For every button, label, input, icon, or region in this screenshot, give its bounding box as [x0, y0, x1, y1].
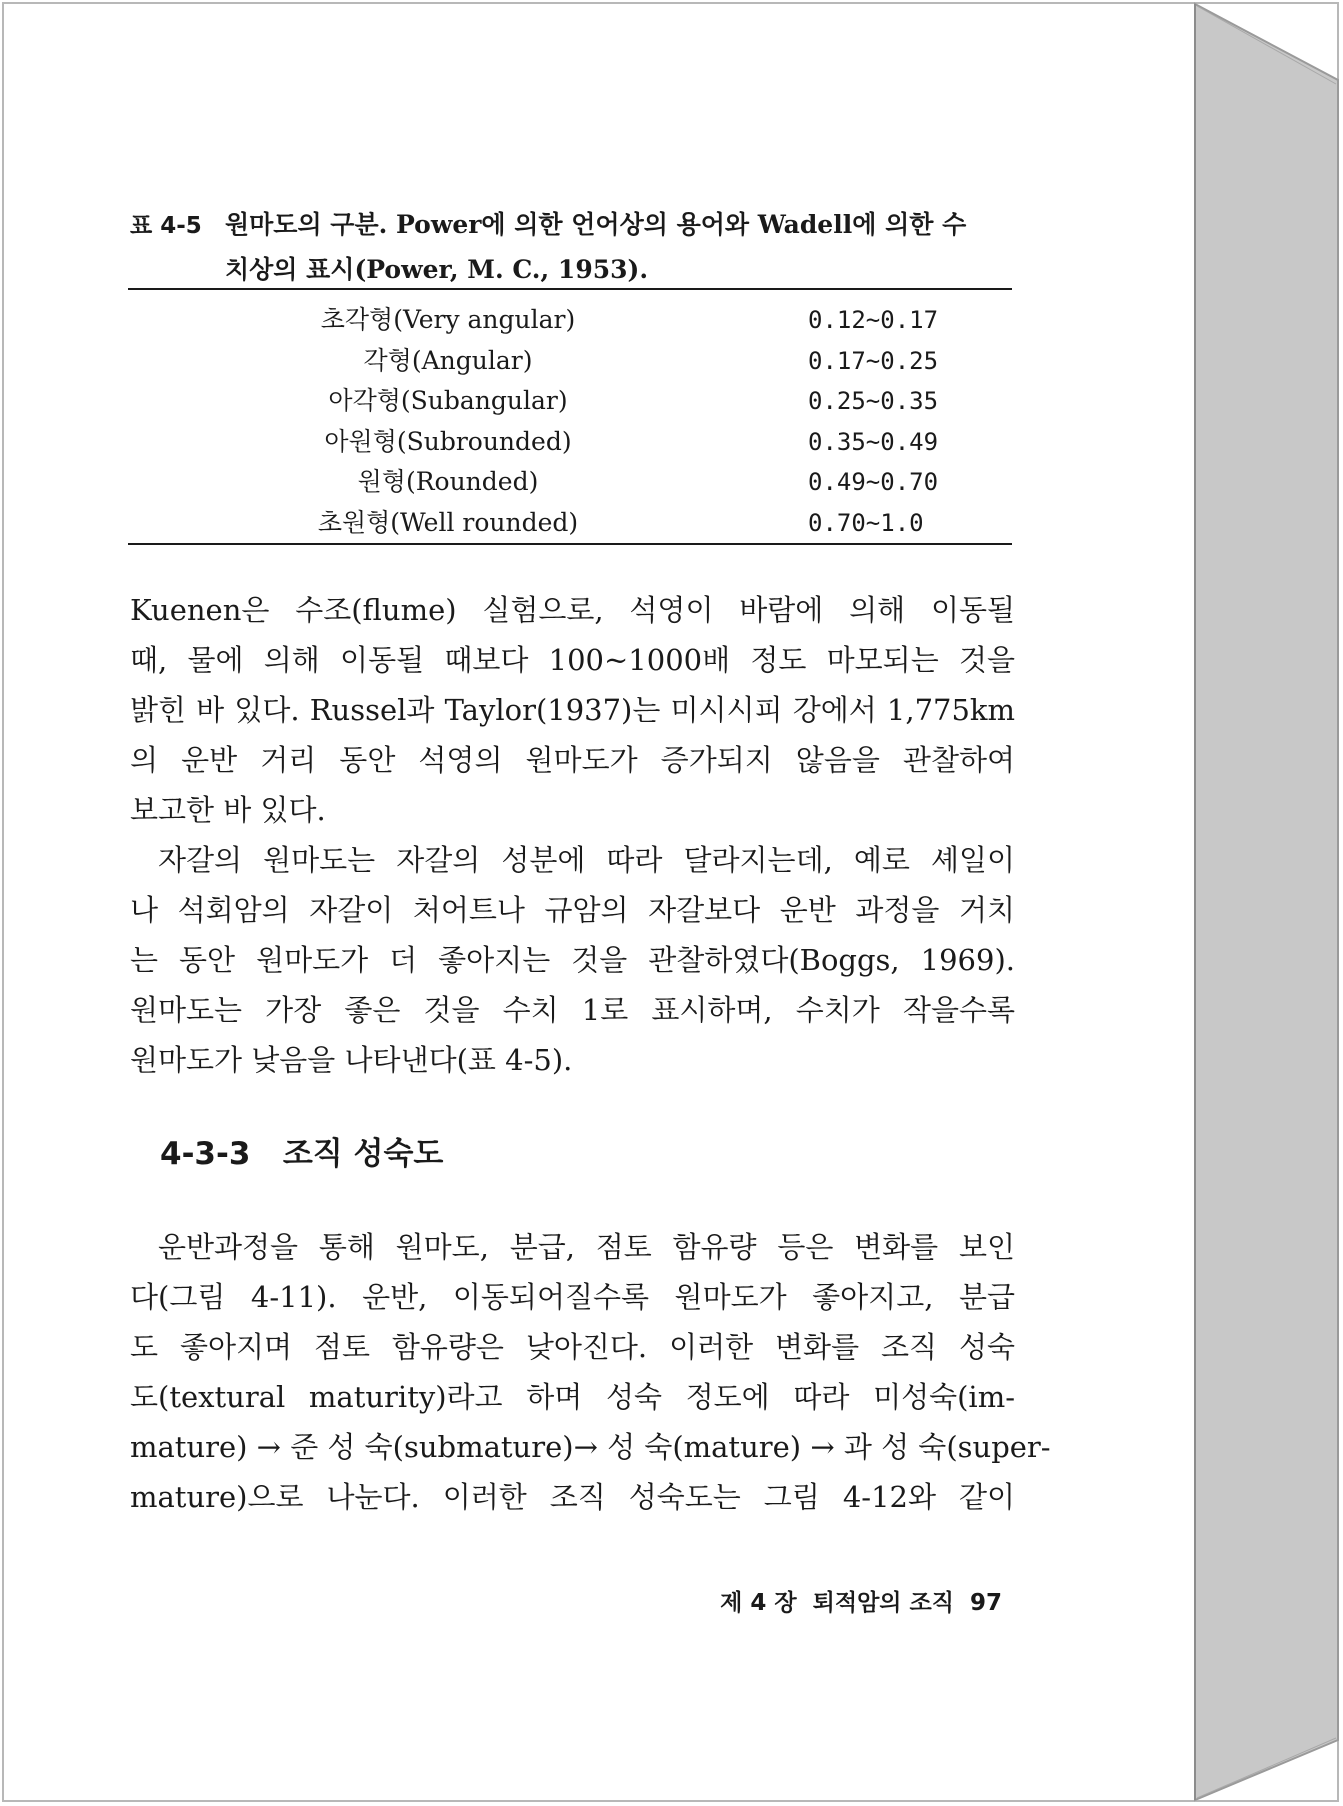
text-line: 밝힌 바 있다. Russel과 Taylor(1937)는 미시시피 강에서 1,775km — [130, 693, 1015, 727]
roundness-range: 0.49~0.70 — [808, 468, 939, 496]
table-bottom-rule — [128, 543, 1012, 545]
text-line: 원마도는 가장 좋은 것을 수치 1로 표시하며, 수치가 작을수록 — [130, 993, 1015, 1027]
table-row — [128, 381, 1012, 422]
roundness-term: 원형(Rounded) — [357, 467, 539, 496]
roundness-term: 초원형(Well rounded) — [317, 507, 579, 537]
table-row — [128, 422, 1012, 463]
text-line: 보고한 바 있다. — [130, 793, 326, 827]
text-line: 나 석회암의 자갈이 처어트나 규암의 자갈보다 운반 과정을 거치 — [130, 893, 1015, 927]
text-line: 원마도가 낮음을 나타낸다(표 4-5). — [130, 1043, 573, 1077]
table-row — [128, 462, 1012, 503]
chapter-label: 제 4 장 — [720, 1590, 797, 1616]
table-caption — [130, 203, 1015, 292]
roundness-table — [128, 300, 1012, 543]
chapter-title: 퇴적암의 조직 — [812, 1590, 954, 1616]
roundness-range: 0.12~0.17 — [808, 306, 939, 334]
text-line: 의 운반 거리 동안 석영의 원마도가 증가되지 않음을 관찰하여 — [130, 743, 1015, 777]
section-number: 4-3-3 — [160, 1136, 251, 1172]
roundness-range: 0.17~0.25 — [808, 346, 939, 375]
paragraph-textural-maturity — [130, 1222, 1051, 1522]
roundness-term: 초각형(Very angular) — [320, 305, 576, 334]
roundness-term: 아원형(Subrounded) — [324, 426, 572, 456]
table-row — [128, 341, 1012, 382]
roundness-range: 0.70~1.0 — [808, 508, 924, 537]
table-top-rule — [128, 288, 1012, 290]
table-row — [128, 503, 1012, 544]
table-caption-line1: 원마도의 구분. Power에 의한 언어상의 용어와 Wadell에 의한 수 — [225, 210, 967, 239]
paragraph-gravel-roundness — [130, 835, 1015, 1085]
table-caption-line2: 치상의 표시(Power, M. C., 1953). — [225, 255, 649, 284]
text-line: Kuenen은 수조(flume) 실험으로, 석영이 바람에 의해 이동될 — [130, 593, 1015, 627]
text-line: 도(textural maturity)라고 하며 성숙 정도에 따라 미성숙(im- — [130, 1380, 1015, 1414]
text-line: 다(그림 4-11). 운반, 이동되어질수록 원마도가 좋아지고, 분급 — [130, 1280, 1015, 1314]
page-number: 97 — [969, 1590, 1002, 1616]
text-line: 도 좋아지며 점토 함유량은 낮아진다. 이러한 변화를 조직 성숙 — [130, 1330, 1015, 1364]
roundness-term: 아각형(Subangular) — [328, 386, 568, 415]
text-line: 는 동안 원마도가 더 좋아지는 것을 관찰하였다(Boggs, 1969). — [130, 943, 1015, 977]
roundness-range: 0.35~0.49 — [808, 427, 939, 456]
table-number: 표 4-5 — [130, 213, 202, 239]
roundness-range: 0.25~0.35 — [808, 387, 939, 415]
text-line: mature)으로 나눈다. 이러한 조직 성숙도는 그림 4-12와 같이 — [130, 1480, 1015, 1514]
text-line: 때, 물에 의해 이동될 때보다 100~1000배 정도 마모되는 것을 — [130, 643, 1015, 677]
section-heading — [160, 1128, 443, 1173]
section-title: 조직 성숙도 — [282, 1136, 444, 1172]
text-line: 운반과정을 통해 원마도, 분급, 점토 함유량 등은 변화를 보인 — [158, 1230, 1015, 1264]
text-line: 자갈의 원마도는 자갈의 성분에 따라 달라지는데, 예로 셰일이 — [158, 843, 1015, 877]
page-footer — [672, 1584, 1002, 1617]
paragraph-kuenen — [130, 585, 1015, 835]
table-row — [128, 300, 1012, 341]
text-line: mature) → 준 성 숙(submature)→ 성 숙(mature) → 과 성 숙(super- — [130, 1430, 1051, 1464]
roundness-term: 각형(Angular) — [363, 345, 533, 375]
